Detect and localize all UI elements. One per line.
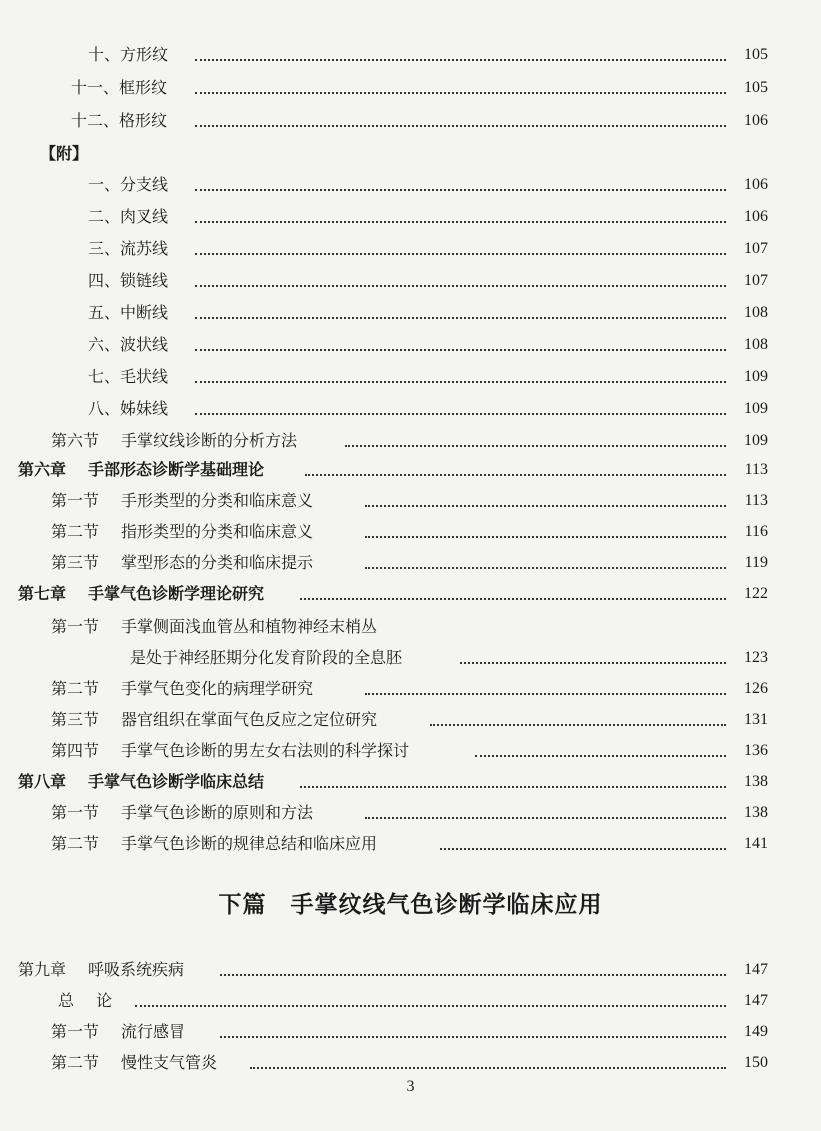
toc-entry-page: 119 <box>739 548 768 578</box>
dot-leader <box>195 59 726 61</box>
toc-entry-title: 第六章 手部形态诊断学基础理论 <box>18 455 270 485</box>
toc-entry-title: 八、姊妹线 <box>88 394 174 424</box>
toc-entry-title: 第二节 手掌气色变化的病理学研究 <box>51 674 319 704</box>
toc-entry-title: 十一、框形纹 <box>71 73 173 103</box>
dot-leader <box>365 536 726 538</box>
dot-leader <box>220 1036 726 1038</box>
dot-leader <box>220 974 726 976</box>
toc-entry[interactable] <box>0 106 821 136</box>
dot-leader <box>365 505 726 507</box>
toc-entry-title: 第一节 手掌侧面浅血管丛和植物神经末梢丛 <box>51 612 383 642</box>
toc-entry-page: 123 <box>738 643 768 673</box>
dot-leader <box>195 413 726 415</box>
toc-entry-title: 第六节 手掌纹线诊断的分析方法 <box>51 426 303 456</box>
toc-entry-page: 109 <box>738 394 768 424</box>
page-number: 3 <box>406 1078 415 1095</box>
toc-entry-page: 109 <box>738 362 768 392</box>
toc-entry-title: 第四节 手掌气色诊断的男左女右法则的科学探讨 <box>51 736 415 766</box>
toc-entry-page: 149 <box>738 1017 768 1047</box>
dot-leader <box>460 662 726 664</box>
dot-leader <box>195 253 726 255</box>
toc-entry[interactable] <box>0 40 821 70</box>
toc-entry-page: 138 <box>738 767 768 797</box>
toc-entry-title: 六、波状线 <box>88 330 174 360</box>
dot-leader <box>365 567 726 569</box>
toc-entry-page: 107 <box>738 266 768 296</box>
toc-entry-page: 131 <box>738 705 768 735</box>
toc-entry-title: 七、毛状线 <box>88 362 174 392</box>
toc-entry-title: 第七章 手掌气色诊断学理论研究 <box>18 579 270 609</box>
toc-entry-chapter[interactable] <box>0 955 821 985</box>
toc-entry-page: 106 <box>738 170 768 200</box>
toc-entry-page: 107 <box>738 234 768 264</box>
dot-leader <box>440 848 726 850</box>
toc-entry-page: 147 <box>738 955 768 985</box>
dot-leader <box>475 755 726 757</box>
toc-entry[interactable] <box>0 362 821 392</box>
dot-leader <box>345 445 726 447</box>
toc-entry-title: 一、分支线 <box>88 170 174 200</box>
toc-entry-page: 136 <box>738 736 768 766</box>
toc-entry[interactable] <box>0 1017 821 1047</box>
toc-entry[interactable] <box>0 202 821 232</box>
dot-leader <box>365 817 726 819</box>
dot-leader <box>430 724 726 726</box>
toc-entry-title: 总 论 <box>58 986 118 1016</box>
toc-entry-page: 113 <box>739 486 768 516</box>
toc-entry-title: 第九章 呼吸系统疾病 <box>18 955 190 985</box>
toc-entry[interactable] <box>0 266 821 296</box>
toc-entry-chapter[interactable] <box>0 579 821 609</box>
toc-entry-page: 106 <box>738 106 768 136</box>
toc-entry[interactable] <box>0 798 821 828</box>
toc-entry-title: 第三节 掌型形态的分类和临床提示 <box>51 548 319 578</box>
toc-entry-chapter[interactable] <box>0 767 821 797</box>
toc-entry[interactable] <box>0 674 821 704</box>
toc-entry-page: 122 <box>738 579 768 609</box>
toc-entry-title: 四、锁链线 <box>88 266 174 296</box>
dot-leader <box>195 189 726 191</box>
dot-leader <box>300 598 726 600</box>
toc-entry[interactable] <box>0 705 821 735</box>
dot-leader <box>195 317 726 319</box>
toc-entry[interactable] <box>0 829 821 859</box>
toc-entry-title: 第二节 手掌气色诊断的规律总结和临床应用 <box>51 829 383 859</box>
toc-entry-title: 第一节 手形类型的分类和临床意义 <box>51 486 319 516</box>
dot-leader <box>195 221 726 223</box>
toc-entry[interactable] <box>0 73 821 103</box>
toc-entry-page: 105 <box>738 40 768 70</box>
toc-entry[interactable] <box>0 1048 821 1078</box>
toc-entry-title: 是处于神经胚期分化发育阶段的全息胚 <box>130 643 408 673</box>
toc-entry-page: 126 <box>738 674 768 704</box>
dot-leader <box>300 786 726 788</box>
toc-entry[interactable] <box>0 548 821 578</box>
toc-entry-page: 147 <box>738 986 768 1016</box>
toc-entry-title: 第一节 流行感冒 <box>51 1017 191 1047</box>
dot-leader <box>195 285 726 287</box>
dot-leader <box>195 381 726 383</box>
toc-entry-continuation[interactable] <box>0 643 821 673</box>
toc-entry-page: 113 <box>739 455 768 485</box>
dot-leader <box>305 474 726 476</box>
dot-leader <box>195 349 726 351</box>
toc-entry-title: 第三节 器官组织在掌面气色反应之定位研究 <box>51 705 383 735</box>
dot-leader <box>195 92 726 94</box>
toc-entry-title: 十二、格形纹 <box>71 106 173 136</box>
part-title: 下篇 手掌纹线气色诊断学临床应用 <box>218 892 603 918</box>
toc-entry-title: 第二节 指形类型的分类和临床意义 <box>51 517 319 547</box>
toc-entry[interactable] <box>0 426 821 456</box>
toc-entry-page: 108 <box>738 330 768 360</box>
toc-entry[interactable] <box>0 486 821 516</box>
toc-entry-page: 108 <box>738 298 768 328</box>
toc-entry-chapter[interactable] <box>0 455 821 485</box>
dot-leader <box>135 1005 726 1007</box>
toc-entry-page: 116 <box>739 517 768 547</box>
toc-entry[interactable] <box>0 330 821 360</box>
appendix-label: 【附】 <box>40 144 89 163</box>
toc-entry-page: 106 <box>738 202 768 232</box>
dot-leader <box>195 125 726 127</box>
toc-entry-page: 105 <box>738 73 768 103</box>
toc-entry-title: 第二节 慢性支气管炎 <box>51 1048 223 1078</box>
toc-entry-page: 138 <box>738 798 768 828</box>
toc-entry-page: 150 <box>738 1048 768 1078</box>
toc-entry[interactable] <box>0 234 821 264</box>
toc-entry[interactable] <box>0 736 821 766</box>
toc-entry-title: 第一节 手掌气色诊断的原则和方法 <box>51 798 319 828</box>
toc-entry-title: 三、流苏线 <box>88 234 174 264</box>
toc-entry[interactable] <box>0 612 821 642</box>
toc-entry[interactable] <box>0 517 821 547</box>
toc-entry-title: 二、肉叉线 <box>88 202 174 232</box>
toc-entry-title: 第八章 手掌气色诊断学临床总结 <box>18 767 270 797</box>
toc-entry[interactable] <box>0 170 821 200</box>
toc-entry[interactable] <box>0 986 821 1016</box>
dot-leader <box>250 1067 726 1069</box>
toc-entry-page: 109 <box>738 426 768 456</box>
toc-entry-title: 十、方形纹 <box>88 40 174 70</box>
toc-entry[interactable] <box>0 298 821 328</box>
dot-leader <box>365 693 726 695</box>
toc-entry-page: 141 <box>738 829 768 859</box>
toc-entry[interactable] <box>0 394 821 424</box>
toc-entry-title: 五、中断线 <box>88 298 174 328</box>
